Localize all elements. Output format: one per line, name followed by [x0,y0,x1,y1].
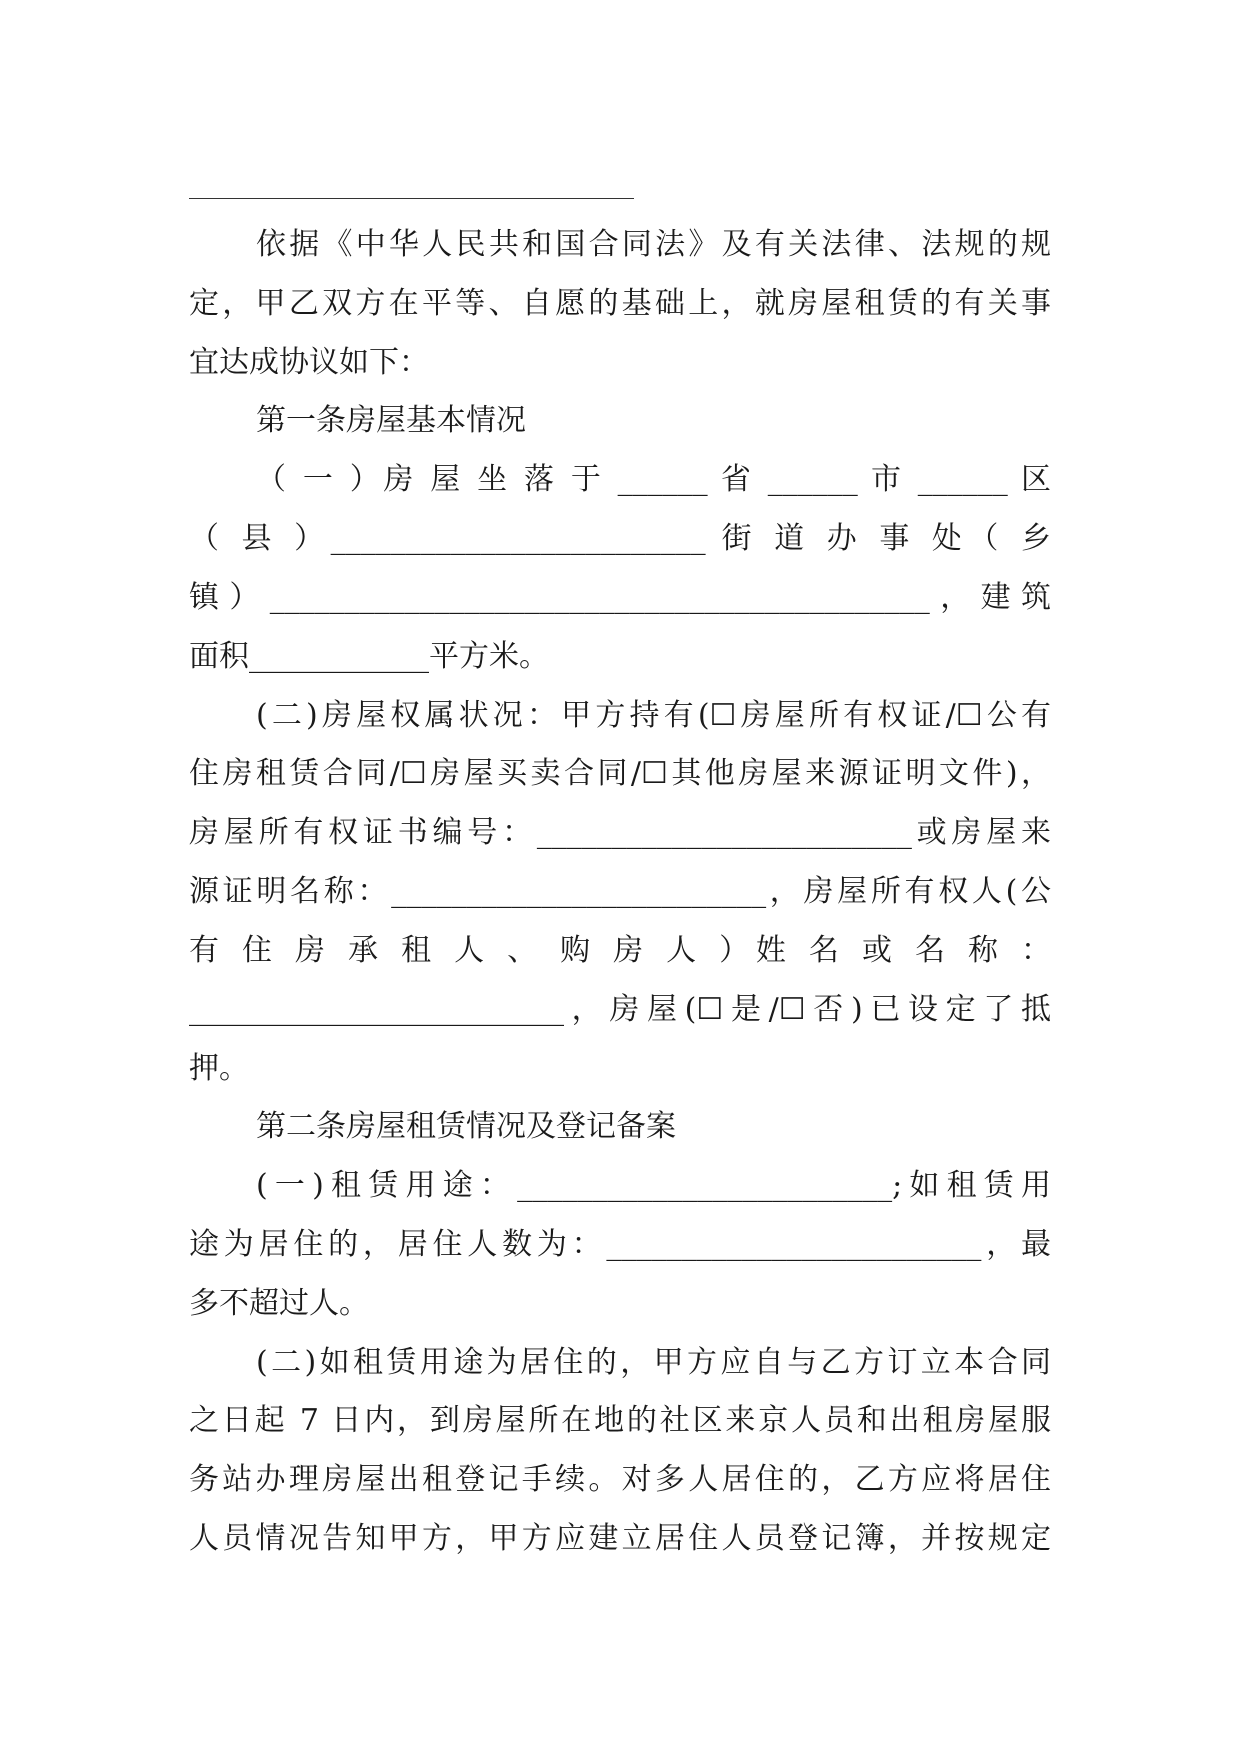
section-heading: 第一条房屋基本情况 [256,403,526,438]
paragraph-line: (二)房屋权属状况：甲方持有(☐房屋所有权证/☐公有 [256,698,1051,733]
paragraph-line: 务站办理房屋出租登记手续。对多人居住的，乙方应将居住 [189,1462,1051,1497]
top-rule [189,198,634,199]
paragraph-line: 住房租赁合同/☐房屋买卖合同/☐其他房屋来源证明文件)， [189,756,1051,791]
paragraph-line: 人员情况告知甲方，甲方应建立居住人员登记簿，并按规定 [189,1521,1051,1556]
paragraph-line: 途为居住的，居住人数为：_________________________，最 [189,1227,1051,1262]
paragraph-line: _________________________，房屋(☐是/☐否)已设定了抵 [189,992,1051,1027]
section-heading: 第二条房屋租赁情况及登记备案 [256,1109,676,1144]
paragraph-line: 定，甲乙双方在平等、自愿的基础上，就房屋租赁的有关事 [189,286,1051,321]
paragraph-line: (一)租赁用途：_________________________;如租赁用 [256,1168,1051,1203]
paragraph-line: (二)如租赁用途为居住的，甲方应自与乙方订立本合同 [256,1345,1051,1380]
paragraph-line: 依据《中华人民共和国合同法》及有关法律、法规的规 [256,227,1051,262]
paragraph-line: 房屋所有权证书编号：_________________________或房屋来 [189,815,1051,850]
paragraph-line: 宜达成协议如下： [189,345,429,380]
paragraph-line: 多不超过人。 [189,1286,369,1321]
paragraph-line: 之日起 7 日内，到房屋所在地的社区来京人员和出租房屋服 [189,1403,1051,1438]
paragraph-line: 押。 [189,1051,249,1086]
paragraph-line: （ 县 ）_________________________ 街 道 办 事 处（ 乡 [189,521,1051,556]
paragraph-line: 有 住 房 承 租 人 、 购 房 人 ）姓 名 或 名 称 ： [189,933,1051,968]
paragraph-line: 镇）____________________________________________，建筑 [189,580,1051,615]
paragraph-line: 面积____________平方米。 [189,639,549,674]
paragraph-line: 源证明名称：_________________________，房屋所有权人(公 [189,874,1051,909]
paragraph-line: （ 一 ）房 屋 坐 落 于 ______ 省 ______ 市 ______ 区 [256,462,1051,497]
